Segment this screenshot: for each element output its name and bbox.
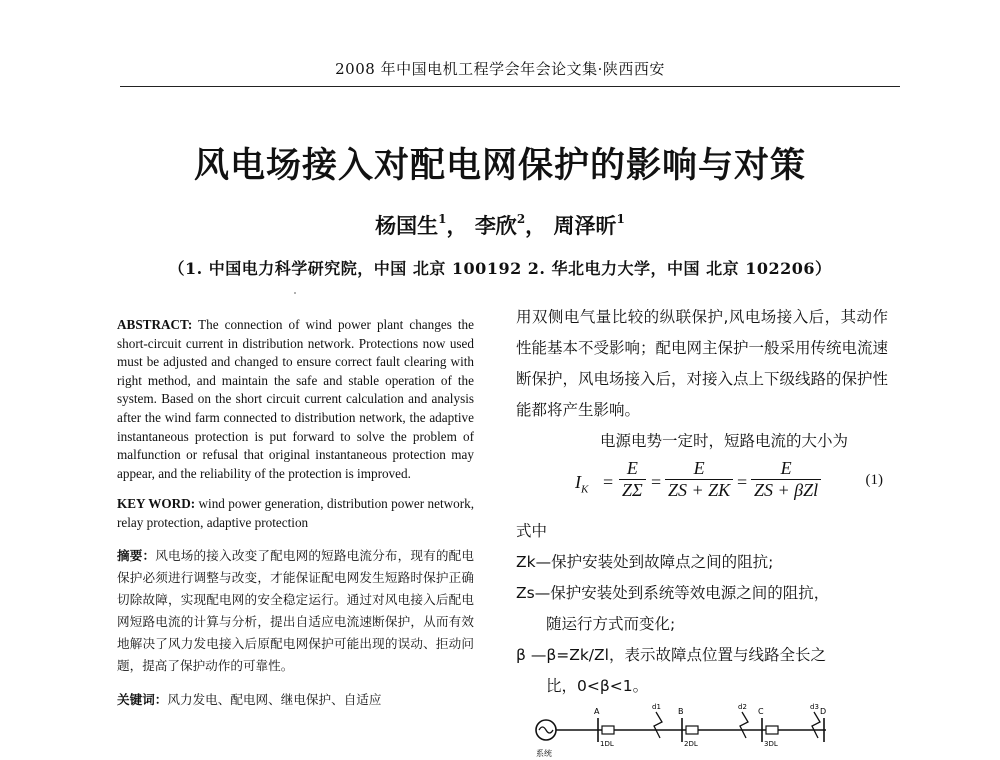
- formula-equals: =: [651, 472, 662, 492]
- keywords-cn-text: 风力发电、配电网、继电保护、自适应: [167, 691, 382, 707]
- body-paragraph: 用双侧电气量比较的纵联保护,风电场接入后，其动作性能基本不受影响；配电网主保护一般采用传统电流速断保护，风电场接入后，对接入点上下级线路的保护性能都将产生影响。: [516, 308, 889, 419]
- source-label: 系统: [536, 749, 552, 758]
- breaker-icon: [602, 726, 614, 734]
- formula-numerator: E: [665, 458, 733, 480]
- equation-1: [575, 458, 895, 520]
- abstract-en-label: ABSTRACT:: [117, 317, 193, 332]
- author-affil-mark: 1: [438, 212, 447, 226]
- circuit-diagram: [516, 700, 856, 760]
- node-label: B: [678, 707, 684, 716]
- definition-line: 比，0<β<1。: [546, 677, 649, 695]
- sine-wave-icon: [539, 727, 553, 733]
- running-header: 2008 年中国电机工程学会年会论文集·陕西西安: [335, 60, 665, 78]
- fault-arrow-icon: [740, 712, 748, 738]
- fault-label: d2: [738, 703, 747, 711]
- left-column: [117, 316, 474, 711]
- defs-intro: 式中: [516, 522, 548, 540]
- author-name: 杨国生: [375, 213, 439, 238]
- paper-title: 风电场接入对配电网保护的影响与对策: [193, 146, 806, 186]
- breaker-label: 3DL: [764, 740, 778, 748]
- formula-denominator: ZS + βZl: [754, 480, 819, 500]
- definition-line: Zk—保护安装处到故障点之间的阻抗;: [516, 553, 774, 571]
- author-separator: ，: [525, 213, 547, 238]
- definition-line: 随运行方式而变化;: [546, 615, 676, 633]
- author-name: 周泽昕: [553, 213, 617, 238]
- formula-equals: =: [737, 472, 748, 492]
- formula-fraction: [751, 458, 821, 501]
- author-affil-mark: 2: [516, 212, 526, 226]
- header-rule: [120, 86, 900, 87]
- node-label: C: [758, 707, 764, 716]
- keywords-en-label: KEY WORD:: [117, 496, 196, 512]
- author-name: 李欣: [474, 213, 517, 238]
- abstract-en: [117, 316, 474, 483]
- abstract-cn-label: 摘要：: [117, 547, 156, 563]
- formula-numerator: E: [619, 458, 646, 480]
- keywords-cn-label: 关键词：: [117, 691, 168, 707]
- node-label: A: [594, 707, 600, 716]
- keywords-en: [117, 495, 474, 532]
- affiliation: （1. 中国电力科学研究院，中国 北京 100192 2. 华北电力大学，中国 北京 102206）: [168, 259, 832, 278]
- breaker-label: 2DL: [684, 740, 698, 748]
- formula-denominator: ZΣ: [622, 480, 643, 500]
- formula-numerator: E: [751, 458, 821, 480]
- formula-lhs-subscript: K: [581, 483, 589, 496]
- node-label: D: [820, 707, 827, 716]
- fault-arrow-icon: [654, 712, 662, 738]
- body-paragraph: 电源电势一定时，短路电流的大小为: [600, 432, 849, 450]
- formula-fraction: [619, 458, 646, 501]
- abstract-cn: [117, 545, 474, 677]
- keywords-en-text: wind power generation, distribution power network, relay protection, adaptive protection: [117, 496, 475, 530]
- author-affil-mark: 1: [616, 212, 625, 226]
- scan-speck: [294, 292, 296, 294]
- symbol-definitions: [516, 516, 888, 702]
- formula-denominator: ZS + ZK: [668, 480, 731, 500]
- formula-lhs-symbol: I: [575, 472, 581, 492]
- breaker-icon: [686, 726, 698, 734]
- author-separator: ，: [446, 213, 468, 238]
- abstract-en-text: The connection of wind power plant changes the short-circuit current in distribution network. Protections now used must be adjusted and changed to ensure correct fault clearing with right method, and maintain the safe and stable operation of the system. Based on the short circuit current calculation and analysis after the wind farm connected to distribution network, the adaptive instantaneous protection is put forward to solve the problem of malfunction or refusal that original instantaneous protection may appear, and the reliability of the protection is improved.: [117, 317, 474, 481]
- formula-equals: =: [603, 472, 614, 492]
- keywords-cn: [117, 689, 474, 711]
- formula-fraction: [665, 458, 733, 501]
- fault-label: d3: [810, 703, 819, 711]
- right-column: [516, 302, 888, 457]
- abstract-cn-text: 风电场的接入改变了配电网的短路电流分布，现有的配电保护必须进行调整与改变，才能保证配电网发生短路时保护正确切除故障，实现配电网的安全稳定运行。通过对风电接入后配电网短路电流的计算与分析，提出自适应电流速断保护，从而有效地解决了风力发电接入后原配电网保护可能出现的误动、拒动问题，提高了保护动作的可靠性。: [117, 547, 475, 673]
- formula-lhs: [575, 472, 588, 496]
- definition-line: Zs—保护安装处到系统等效电源之间的阻抗，: [516, 584, 830, 602]
- breaker-icon: [766, 726, 778, 734]
- author-line: [0, 210, 1000, 240]
- fault-label: d1: [652, 703, 661, 711]
- breaker-label: 1DL: [600, 740, 614, 748]
- fault-arrow-icon: [812, 712, 820, 738]
- definition-line: β —β=Zk/Zl，表示故障点位置与线路全长之: [516, 646, 826, 664]
- equation-number: (1): [865, 472, 883, 488]
